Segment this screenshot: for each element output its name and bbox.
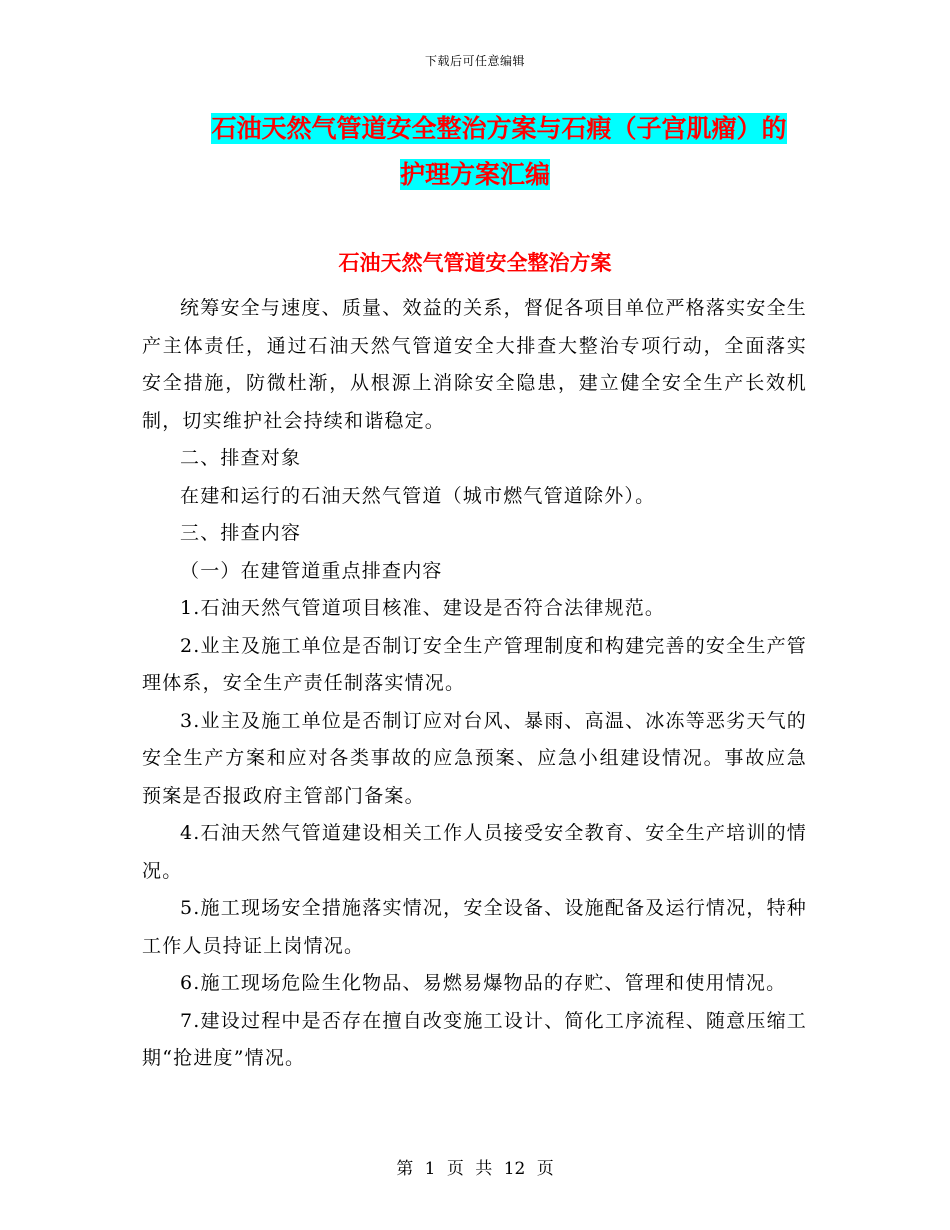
list-item-3: 3.业主及施工单位是否制订应对台风、暴雨、高温、冰冻等恶劣天气的安全生产方案和应对各类事故的应急预案、应急小组建设情况。事故应急预案是否报政府主管部门备案。 xyxy=(142,709,807,807)
page-number: 第 1 页 共 12 页 xyxy=(396,1159,554,1179)
list-item-2: 2.业主及施工单位是否制订安全生产管理制度和构建完善的安全生产管理体系，安全生产责任制落实情况。 xyxy=(142,634,807,694)
heading-inspection-objects: 二、排查对象 xyxy=(180,447,302,469)
list-item-5: 5.施工现场安全措施落实情况，安全设备、设施配备及运行情况，特种工作人员持证上岗情况。 xyxy=(142,897,807,957)
intro-paragraph: 统筹安全与速度、质量、效益的关系，督促各项目单位严格落实安全生产主体责任，通过石油天然气管道安全大排查大整治专项行动，全面落实安全措施，防微杜渐，从根源上消除安全隐患，建立健全安全生产长效机制，切实维护社会持续和谐稳定。 xyxy=(142,297,807,432)
document-title-text-1: 石油天然气管道安全整治方案与石瘕（子宫肌瘤）的 xyxy=(211,114,787,143)
document-title-line-2 xyxy=(0,155,950,195)
document-title-text-2: 护理方案汇编 xyxy=(399,160,550,189)
document-body xyxy=(142,290,807,1078)
header-note: 下载后可任意编辑 xyxy=(424,54,525,68)
list-item-4: 4.石油天然气管道建设相关工作人员接受安全教育、安全生产培训的情况。 xyxy=(142,822,807,882)
list-item-1: 1.石油天然气管道项目核准、建设是否符合法律规范。 xyxy=(180,597,666,619)
list-item-7: 7.建设过程中是否存在擅自改变施工设计、简化工序流程、随意压缩工期“抢进度”情况。 xyxy=(142,1009,807,1069)
list-item-6: 6.施工现场危险生化物品、易燃易爆物品的存贮、管理和使用情况。 xyxy=(180,972,787,994)
paragraph-inspection-objects: 在建和运行的石油天然气管道（城市燃气管道除外）。 xyxy=(180,484,656,507)
heading-inspection-content: 三、排查内容 xyxy=(180,522,302,544)
section-title: 石油天然气管道安全整治方案 xyxy=(338,250,612,275)
document-title-line-1 xyxy=(24,109,950,149)
subheading-pipelines-under-construction: （一）在建管道重点排查内容 xyxy=(180,559,443,582)
